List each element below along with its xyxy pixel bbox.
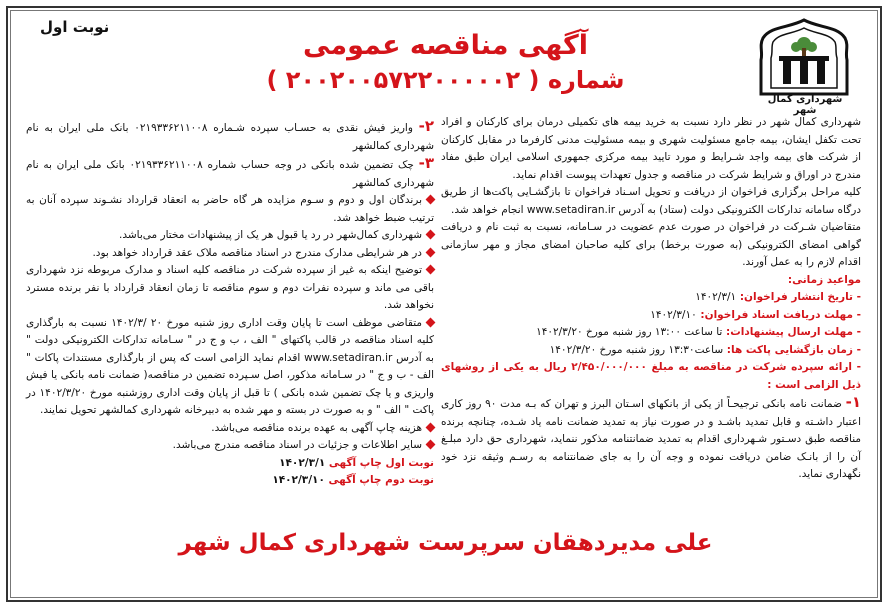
schedule-list: [441, 289, 861, 359]
schedule-item: - مهلت ارسال پیشنهادات: تا ساعت ۱۳:۰۰ روز شنبه مورخ ۱۴۰۲/۳/۲۰: [536, 326, 861, 338]
condition-item: توضیح اینکه به غیر از سپرده شرکت در مناقصه کلیه اسناد و مدارک مربوطه نزد شهرداری باقی می ماند و سپرده نفرات دوم و سوم مناقصه تا زمان انعقاد قرارداد با نفر برنده مسترد نخواهد شد.: [26, 264, 434, 311]
print-date-first: نوبت اول چاپ آگهی ۱۴۰۲/۳/۱: [279, 456, 434, 469]
print-date-second: نوبت دوم چاپ آگهی ۱۴۰۲/۳/۱۰: [272, 474, 434, 486]
guarantee-item: ۱- ضمانت نامه بانکی ترجیحـاً از یکی از بانکهای اسـتان البرز و تهران که بـه مدت ۹۰ روز کاری اعتبار داشـته و قابل تمدید باشـد و در صورت نیاز به تمدید ضمانت نامه یاد شـده، چنانچه برنده مناقصه طبق دسـتور شـهرداری اقدام به تمدید ضمانتنامه مذکور ننماید، شهرداری حق دارد مبلـغ آن را از بانـک ضامن دریافت نموده و وجه آن را به جای ضمانتنامه به رسـم وثیقه نزد خود نگهداری نماید.: [441, 393, 862, 480]
procedure-paragraph: کلیه مراحل برگزاری فراخوان از دریافت و تحویل اسـناد فراخوان تا بازگشـایی پاکت‌ها از طریق درگاه سامانه تدارکات الکترونیکی دولت (ستاد) به آدرس www.setadiran.ir انجام خواهد شد.: [441, 186, 861, 216]
diamond-bullet-icon: [426, 422, 436, 432]
signature-line: علی مدیردهقان سرپرست شهرداری کمال شهر: [178, 530, 713, 556]
right-column: [441, 114, 861, 484]
publication-round: نوبت اول: [40, 18, 110, 36]
deposit-line: - ارائه سپرده شرکت در مناقصه به مبلغ ۲/۴۵۰/۰۰۰/۰۰۰ ریال به یکی از روشهای ذیل الزامی است :: [441, 361, 861, 391]
diamond-bullet-icon: [426, 317, 436, 327]
condition-item: متقاضی موظف است تا پایان وقت اداری روز شنبه مورخ ۲۰ /۱۴۰۲/۳ نسبت به بارگذاری کلیه اسناد مناقصه در قالب پاکتهای " الف ، ب و ج در " سـامانه تدارکات الکترونیکی دولت " به آدرس www.setadiran.ir اقدام نماید الزامی است که پس از بارگذاری مستندات پاکات " الف - ب و ج " در سـامانه مذکور، اصل سـپرده تضمین در مناقصه( ضمانت نامه بانکی یا فیش واریزی و یا چک تضمین شده بانکی ) تا قبل از پایان وقت اداری روزشنبه مورخ ۱۴۰۲/۳/۲۰ در پاکت " الف " و به صورت در بسته و مهر شده به دبیرخانه شهرداری کمالشهر تحویل نمایند.: [26, 316, 434, 416]
cheque-item: ۳- چک تضمین شده بانکی در وجه حساب شماره ۰۲۱۹۳۳۶۲۱۱۰۰۸ بانک ملی ایران به نام شهرداری کمالشهر: [26, 154, 434, 189]
tender-number: شماره ( ۲۰۰۲۰۰۵۷۲۲۰۰۰۰۰۲ ): [266, 66, 625, 94]
schedule-item: - مهلت دریافت اسناد فراخوان: ۱۴۰۲/۳/۱۰: [650, 308, 861, 321]
schedule-item: - زمان بازگشایی پاکت ها: ساعت۱۳:۳۰ روز شنبه مورخ ۱۴۰۲/۳/۲۰: [549, 343, 861, 356]
schedule-item: - تاریخ انتشار فراخوان: ۱۴۰۲/۳/۱: [695, 291, 861, 303]
schedule-heading: مواعید زمانی:: [787, 273, 861, 286]
condition-item: هزینه چاپ آگهی به عهده برنده مناقصه می‌باشد.: [26, 420, 434, 438]
item-number: ۲-: [418, 117, 435, 135]
condition-item: برندگان اول و دوم و سـوم مزایده هر گاه حاضر به انعقاد قرارداد نشـوند سپرده آنان به ترتیب ضبط خواهد شد.: [26, 194, 434, 224]
condition-item: سایر اطلاعات و جزئیات در اسناد مناقصه مندرج می‌باشد.: [26, 437, 434, 455]
logo-caption: شهرداری کمال شهر: [767, 94, 843, 116]
intro-paragraph: شهرداری کمال شهر در نظر دارد نسبت به خرید بیمه های تکمیلی درمان برای کارکنان و افراد تحت تکفل ایشان، بیمه جامع مسئولیت شهری و بیمه مسئولیت مدنی کارفرما در مقابل کارکنان از شرکت های بیمه واجد شـرایط و مورد تایید بیمه مرکزی جمهوری اسلامی ایران طبق مفاد مندرج در اوراق و شرایط شرکت در مناقصه و جدول تعهدات پیوست اقدام نماید.: [441, 116, 861, 181]
registration-paragraph: متقاضیان شـرکت در فراخوان در صورت عدم عضویت در سـامانه، نسبت به ثبت نام و دریافت گواهی امضای الکترونیکی (به صورت برخط) برای کلیه صاحبان امضای مجاز و مهر سازمانی اقدام لازم را به عمل آورند.: [441, 221, 861, 268]
diamond-bullet-icon: [426, 265, 436, 275]
cash-deposit-item: ۲- واریز فیش نقدی به حسـاب سپرده شـماره ۰۲۱۹۳۳۶۲۱۱۰۰۸ بانک ملی ایران به نام شهرداری کمالشهر: [26, 117, 435, 152]
diamond-bullet-icon: [426, 230, 436, 240]
diamond-bullet-icon: [426, 195, 436, 205]
condition-item: شهرداری کمال‌شهر در رد یا قبول هر یک از پیشنهادات مختار می‌باشد.: [26, 227, 434, 245]
item-number: ۳-: [418, 154, 434, 172]
diamond-bullet-icon: [426, 247, 436, 257]
diamond-bullet-icon: [426, 440, 436, 450]
left-column: [26, 118, 434, 490]
item-number: ۱-: [845, 393, 862, 411]
notice-title: آگهی مناقصه عمومی: [303, 30, 588, 61]
condition-item: در هر شرایطی مدارک مندرج در اسناد مناقصه ملاک عقد قرارداد خواهد بود.: [26, 245, 434, 263]
